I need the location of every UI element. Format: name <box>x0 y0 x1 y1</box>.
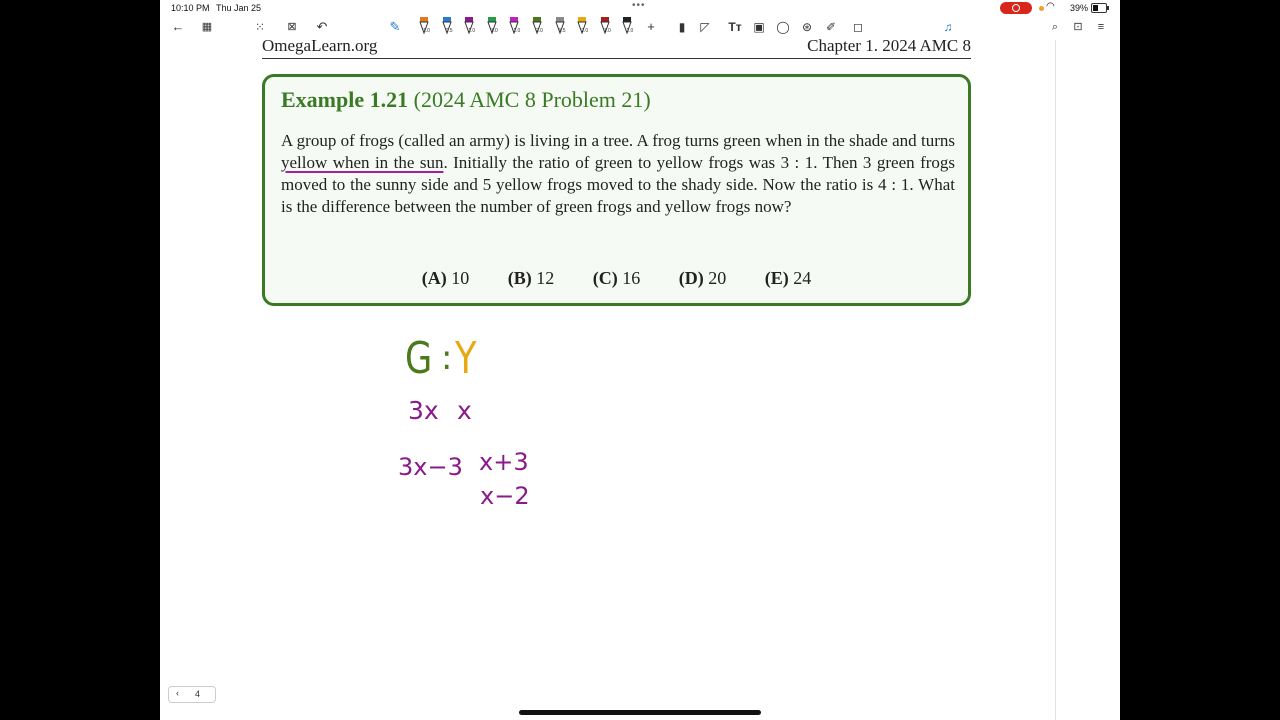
choice-value: 10 <box>451 268 470 288</box>
screen <box>160 0 1120 720</box>
answer-choices <box>265 268 968 289</box>
choice-a <box>422 268 470 289</box>
handwriting-x-minus-2: x−2 <box>480 482 530 510</box>
status-time: 10:10 PM <box>171 3 210 13</box>
back-icon[interactable]: ← <box>171 19 185 34</box>
handwriting-g: G <box>405 333 433 384</box>
status-date: Thu Jan 25 <box>216 3 262 13</box>
laser-pointer-icon[interactable]: ✐ <box>825 20 837 34</box>
handwriting-3x: 3x <box>408 396 439 425</box>
pen-width-label: 1.0 <box>626 28 634 34</box>
choice-value: 12 <box>536 268 555 288</box>
grid-icon[interactable]: ▦ <box>201 21 213 33</box>
handwriting-x: x <box>457 396 472 425</box>
lasso-icon[interactable]: ◸ <box>700 20 710 34</box>
handwriting-3x-minus-3: 3x−3 <box>398 453 463 481</box>
image-icon[interactable]: ▣ <box>753 20 765 34</box>
choice-d <box>679 268 727 289</box>
pen-preset-icon[interactable] <box>486 17 498 37</box>
choice-b <box>508 268 555 289</box>
page-indicator[interactable] <box>168 686 216 703</box>
export-icon[interactable]: ⊠ <box>287 21 297 33</box>
pen-width-label: 2.0 <box>536 28 543 34</box>
pen-width-label: 1.0 <box>468 28 476 34</box>
example-box <box>262 74 971 306</box>
page-edge <box>1055 40 1056 720</box>
header-chapter: Chapter 1. 2024 AMC 8 <box>807 36 971 55</box>
pen-preset-icon[interactable] <box>531 17 543 37</box>
undo-icon[interactable]: ↶ <box>316 19 328 34</box>
page-number: 4 <box>195 689 201 699</box>
comment-icon[interactable]: ◯ <box>776 20 790 34</box>
choice-letter: (C) <box>592 268 618 288</box>
microphone-icon[interactable]: ♫ <box>943 20 953 34</box>
pen-width-label: 1.0 <box>513 28 521 34</box>
add-pen-button[interactable]: + <box>647 19 655 34</box>
pen-width-label: 1.0 <box>490 28 498 34</box>
pen-tool-icon[interactable]: ✎ <box>389 19 401 34</box>
pen-preset-icon[interactable] <box>576 17 588 37</box>
pen-preset-icon[interactable] <box>599 17 611 37</box>
mic-indicator-icon <box>1039 6 1044 11</box>
handwriting-colon: : <box>441 338 453 378</box>
sticker-icon[interactable]: ⊛ <box>801 20 813 34</box>
pen-preset-icon[interactable] <box>554 17 566 37</box>
problem-text <box>281 130 955 218</box>
chevron-left-icon[interactable]: ‹ <box>176 688 179 698</box>
pen-preset-icon[interactable] <box>621 17 633 37</box>
battery-percent: 39% <box>1070 3 1089 13</box>
home-indicator[interactable] <box>519 710 761 715</box>
battery-icon <box>1091 3 1107 13</box>
pen-width-label: 1.0 <box>603 28 611 34</box>
more-menu-icon[interactable]: ≡ <box>1097 21 1105 33</box>
pen-width-label: 1.0 <box>423 28 430 34</box>
choice-e <box>765 268 812 289</box>
example-title <box>281 87 651 113</box>
problem-text-end: . Initially the ratio of green to yellow frogs was 3 : 1. Then 3 green frogs moved to the sunny side and 5 yellow frogs moved to the shady side. Now the ratio is 4 : 1. What is the difference between the number of green frogs and yellow frogs now? <box>281 153 956 216</box>
page-header <box>262 36 971 59</box>
example-number: Example 1.21 <box>281 87 409 112</box>
wifi-icon: ◠ <box>1046 1 1055 12</box>
choice-letter: (D) <box>678 268 704 288</box>
pen-preset-icon[interactable] <box>418 17 430 37</box>
text-tool-icon[interactable]: Tт <box>728 20 742 34</box>
example-source: (2024 AMC 8 Problem 21) <box>413 87 651 112</box>
status-bar <box>160 0 1120 17</box>
pen-preset-icon[interactable] <box>441 17 453 37</box>
pen-width-label: 1.5 <box>558 28 566 34</box>
handwriting-y: Y <box>455 333 477 384</box>
choice-value: 20 <box>708 268 727 288</box>
choice-value: 24 <box>793 268 812 288</box>
shape-icon[interactable]: ◻ <box>853 20 863 34</box>
choice-c <box>593 268 641 289</box>
problem-text-underlined: yellow when in the sun <box>281 153 444 172</box>
eraser-icon[interactable]: ▮ <box>678 20 686 34</box>
pen-preset-icon[interactable] <box>463 17 475 37</box>
pen-preset-icon[interactable] <box>508 17 520 37</box>
choice-letter: (E) <box>764 268 789 288</box>
pen-width-label: 2.0 <box>581 28 589 34</box>
multitasking-dots-icon[interactable]: ••• <box>632 0 646 11</box>
problem-text-start: A group of frogs (called an army) is living in a tree. A frog turns green when in the shade and turns <box>281 131 955 150</box>
choice-value: 16 <box>622 268 641 288</box>
handwriting-x-plus-3: x+3 <box>479 448 529 476</box>
search-icon[interactable]: ⌕ <box>1051 21 1059 33</box>
choice-letter: (A) <box>421 268 447 288</box>
choice-letter: (B) <box>507 268 532 288</box>
bookmark-icon[interactable]: ⊡ <box>1073 21 1083 33</box>
header-site: OmegaLearn.org <box>262 36 378 55</box>
screen-record-icon[interactable] <box>1000 2 1032 14</box>
pen-width-label: 0.5 <box>445 28 453 34</box>
apps-icon[interactable]: ⁙ <box>254 20 266 34</box>
